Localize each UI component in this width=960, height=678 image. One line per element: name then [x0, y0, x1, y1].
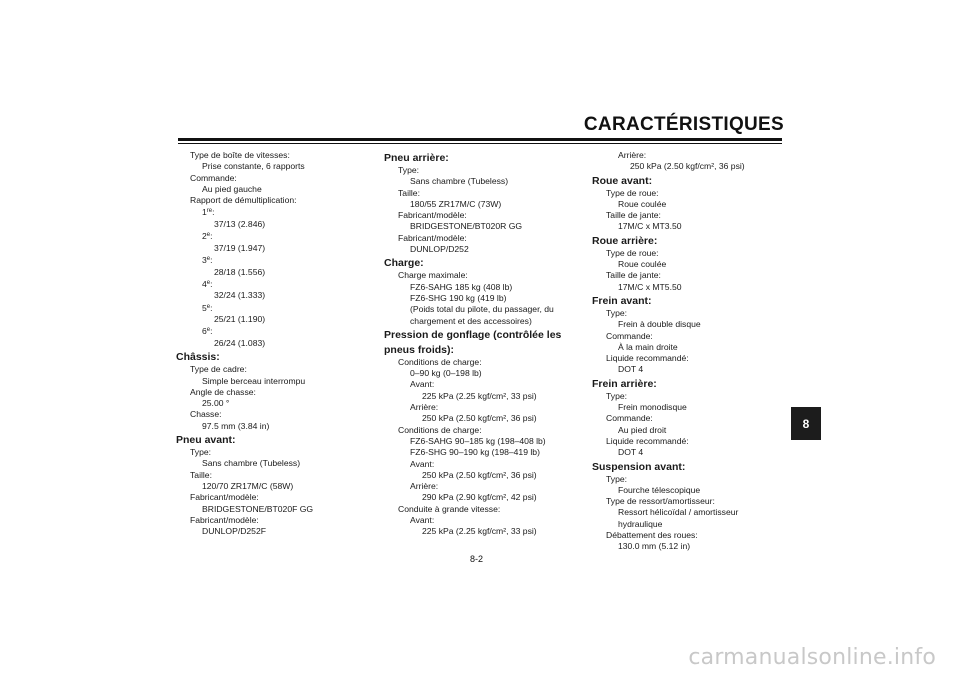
spec-value: 0–90 kg (0–198 lb) [410, 368, 482, 379]
gear-number: 3 [202, 255, 207, 266]
spec-value: 17M/C x MT5.50 [618, 281, 682, 292]
gear-label [176, 302, 366, 315]
spec-value: Prise constante, 6 rapports [202, 161, 305, 172]
spec-value: Arrière: [618, 150, 647, 160]
spec-label: Rapport de démultiplication: [190, 195, 297, 206]
spec-value: Arrière: [410, 402, 439, 413]
gear-number: 6 [202, 326, 207, 337]
gear-colon: : [212, 207, 215, 218]
watermark: carmanualsonline.info [688, 645, 936, 670]
spec-label: Commande: [606, 330, 653, 341]
gear-label [176, 254, 366, 267]
spec-value: Fourche télescopique [618, 484, 701, 495]
spec-column-2 [384, 150, 574, 538]
section-heading: Frein arrière: [592, 377, 657, 390]
gear-number: 1 [202, 207, 207, 218]
spec-value: FZ6-SAHG 90–185 kg (198–408 lb) [410, 435, 546, 446]
spec-label: Type de boîte de vitesses: [190, 150, 290, 160]
spec-value: 250 kPa (2.50 kgf/cm², 36 psi) [630, 161, 745, 172]
spec-value: BRIDGESTONE/BT020R GG [410, 221, 523, 232]
spec-value: Sans chambre (Tubeless) [410, 176, 509, 187]
section-heading: Suspension avant: [592, 460, 686, 473]
spec-value: Arrière: [410, 481, 439, 492]
spec-value: Frein à double disque [618, 319, 701, 330]
spec-value: Simple berceau interrompu [202, 375, 306, 386]
gear-number: 5 [202, 302, 207, 313]
spec-value: Roue coulée [618, 259, 667, 270]
spec-label: Fabricant/modèle: [398, 232, 467, 243]
gear-ordinal-suffix: e [206, 232, 211, 239]
page-number: 8-2 [470, 554, 484, 564]
spec-label: Charge maximale: [398, 270, 468, 281]
spec-column-3 [592, 150, 782, 553]
spec-label: Type de roue: [606, 187, 659, 198]
spec-label: Liquide recommandé: [606, 435, 689, 446]
spec-value: Avant: [410, 515, 435, 526]
gear-colon: : [210, 278, 213, 289]
spec-label: Taille de jante: [606, 270, 661, 281]
gear-ordinal-suffix: e [206, 327, 211, 334]
section-heading: Charge: [384, 257, 424, 270]
spec-label: Commande: [190, 172, 237, 183]
section-heading: Pneu avant: [176, 434, 236, 447]
section-heading: pneus froids): [384, 343, 454, 356]
gear-ordinal-suffix: e [206, 256, 211, 263]
spec-label: Type: [606, 473, 628, 484]
header-rule-thick [178, 138, 782, 141]
spec-value: Au pied droit [618, 424, 667, 435]
spec-label: Liquide recommandé: [606, 353, 689, 364]
page-title: CARACTÉRISTIQUES [583, 114, 784, 135]
spec-value: Au pied gauche [202, 183, 262, 194]
spec-value: 32/24 (1.333) [214, 290, 266, 301]
spec-value: Roue coulée [618, 198, 667, 209]
gear-colon: : [210, 231, 213, 242]
spec-label: Type: [606, 390, 628, 401]
spec-value: (Poids total du pilote, du passager, du [410, 304, 554, 315]
spec-label: Type de cadre: [190, 364, 247, 375]
spec-value: DUNLOP/D252F [202, 526, 266, 537]
spec-label: Chasse: [190, 409, 222, 420]
spec-value: 290 kPa (2.90 kgf/cm², 42 psi) [422, 492, 537, 503]
spec-value: 25/21 (1.190) [214, 314, 266, 325]
spec-value: DUNLOP/D252 [410, 244, 469, 255]
spec-value: 225 kPa (2.25 kgf/cm², 33 psi) [422, 390, 537, 401]
gear-ordinal-suffix: re [206, 208, 213, 215]
section-heading: Pneu arrière: [384, 152, 449, 164]
spec-value: hydraulique [618, 518, 663, 529]
spec-value: Sans chambre (Tubeless) [202, 458, 301, 469]
spec-value: 28/18 (1.556) [214, 266, 266, 277]
spec-column-1 [176, 150, 366, 537]
spec-label: Type: [606, 307, 628, 318]
spec-value: Avant: [410, 379, 435, 390]
gear-label [176, 206, 366, 219]
gear-colon: : [210, 326, 213, 337]
spec-value: 37/19 (1.947) [214, 242, 266, 253]
spec-label: Commande: [606, 413, 653, 424]
spec-value: 250 kPa (2.50 kgf/cm², 36 psi) [422, 469, 537, 480]
gear-label [176, 230, 366, 243]
spec-label: Fabricant/modèle: [190, 514, 259, 525]
spec-label: Type: [190, 447, 212, 458]
chapter-tab[interactable]: 8 [791, 407, 821, 440]
spec-value: 25.00 ° [202, 398, 230, 409]
spec-value: 17M/C x MT3.50 [618, 221, 682, 232]
spec-label: Taille: [398, 187, 420, 198]
spec-label: Conditions de charge: [398, 356, 482, 367]
spec-value: Ressort hélicoïdal / amortisseur [618, 507, 739, 518]
spec-value: 97.5 mm (3.84 in) [202, 420, 270, 431]
spec-label: Fabricant/modèle: [398, 210, 467, 221]
gear-label [176, 278, 366, 291]
spec-label: Type: [398, 165, 420, 175]
gear-number: 4 [202, 278, 207, 289]
spec-value: 250 kPa (2.50 kgf/cm², 36 psi) [422, 413, 537, 424]
spec-value: 130.0 mm (5.12 in) [618, 541, 691, 552]
spec-label: Taille de jante: [606, 210, 661, 221]
spec-value: chargement et des accessoires) [410, 315, 532, 326]
section-heading: Roue arrière: [592, 234, 658, 247]
spec-value: FZ6-SHG 190 kg (419 lb) [410, 292, 507, 303]
spec-value: DOT 4 [618, 447, 644, 458]
gear-ordinal-suffix: e [206, 279, 211, 286]
gear-label [176, 325, 366, 338]
spec-value: 37/13 (2.846) [214, 218, 266, 229]
gear-ordinal-suffix: e [206, 303, 211, 310]
header-rule-thin [178, 143, 782, 144]
spec-value: 120/70 ZR17M/C (58W) [202, 480, 294, 491]
spec-label: Type de ressort/amortisseur: [606, 496, 715, 507]
section-heading: Roue avant: [592, 174, 653, 187]
spec-value: Avant: [410, 458, 435, 469]
section-heading: Châssis: [176, 351, 220, 364]
spec-label: Angle de chasse: [190, 386, 256, 397]
spec-value: À la main droite [618, 341, 678, 352]
spec-label: Taille: [190, 469, 212, 480]
spec-value: 26/24 (1.083) [214, 337, 266, 348]
gear-number: 2 [202, 231, 207, 242]
spec-value: DOT 4 [618, 364, 644, 375]
section-heading: Pression de gonflage (contrôlée les [384, 328, 562, 341]
spec-value: FZ6-SHG 90–190 kg (198–419 lb) [410, 447, 540, 458]
section-heading: Frein avant: [592, 294, 652, 307]
spec-value: 180/55 ZR17M/C (73W) [410, 198, 502, 209]
spec-label: Conduite à grande vitesse: [398, 503, 501, 514]
spec-value: Frein monodisque [618, 402, 687, 413]
spec-label: Débattement des roues: [606, 530, 698, 541]
spec-label: Fabricant/modèle: [190, 492, 259, 503]
gear-colon: : [210, 255, 213, 266]
spec-value: BRIDGESTONE/BT020F GG [202, 503, 314, 514]
spec-label: Type de roue: [606, 247, 659, 258]
spec-value: FZ6-SAHG 185 kg (408 lb) [410, 281, 513, 292]
spec-value: 225 kPa (2.25 kgf/cm², 33 psi) [422, 526, 537, 537]
spec-label: Conditions de charge: [398, 424, 482, 435]
gear-colon: : [210, 302, 213, 313]
